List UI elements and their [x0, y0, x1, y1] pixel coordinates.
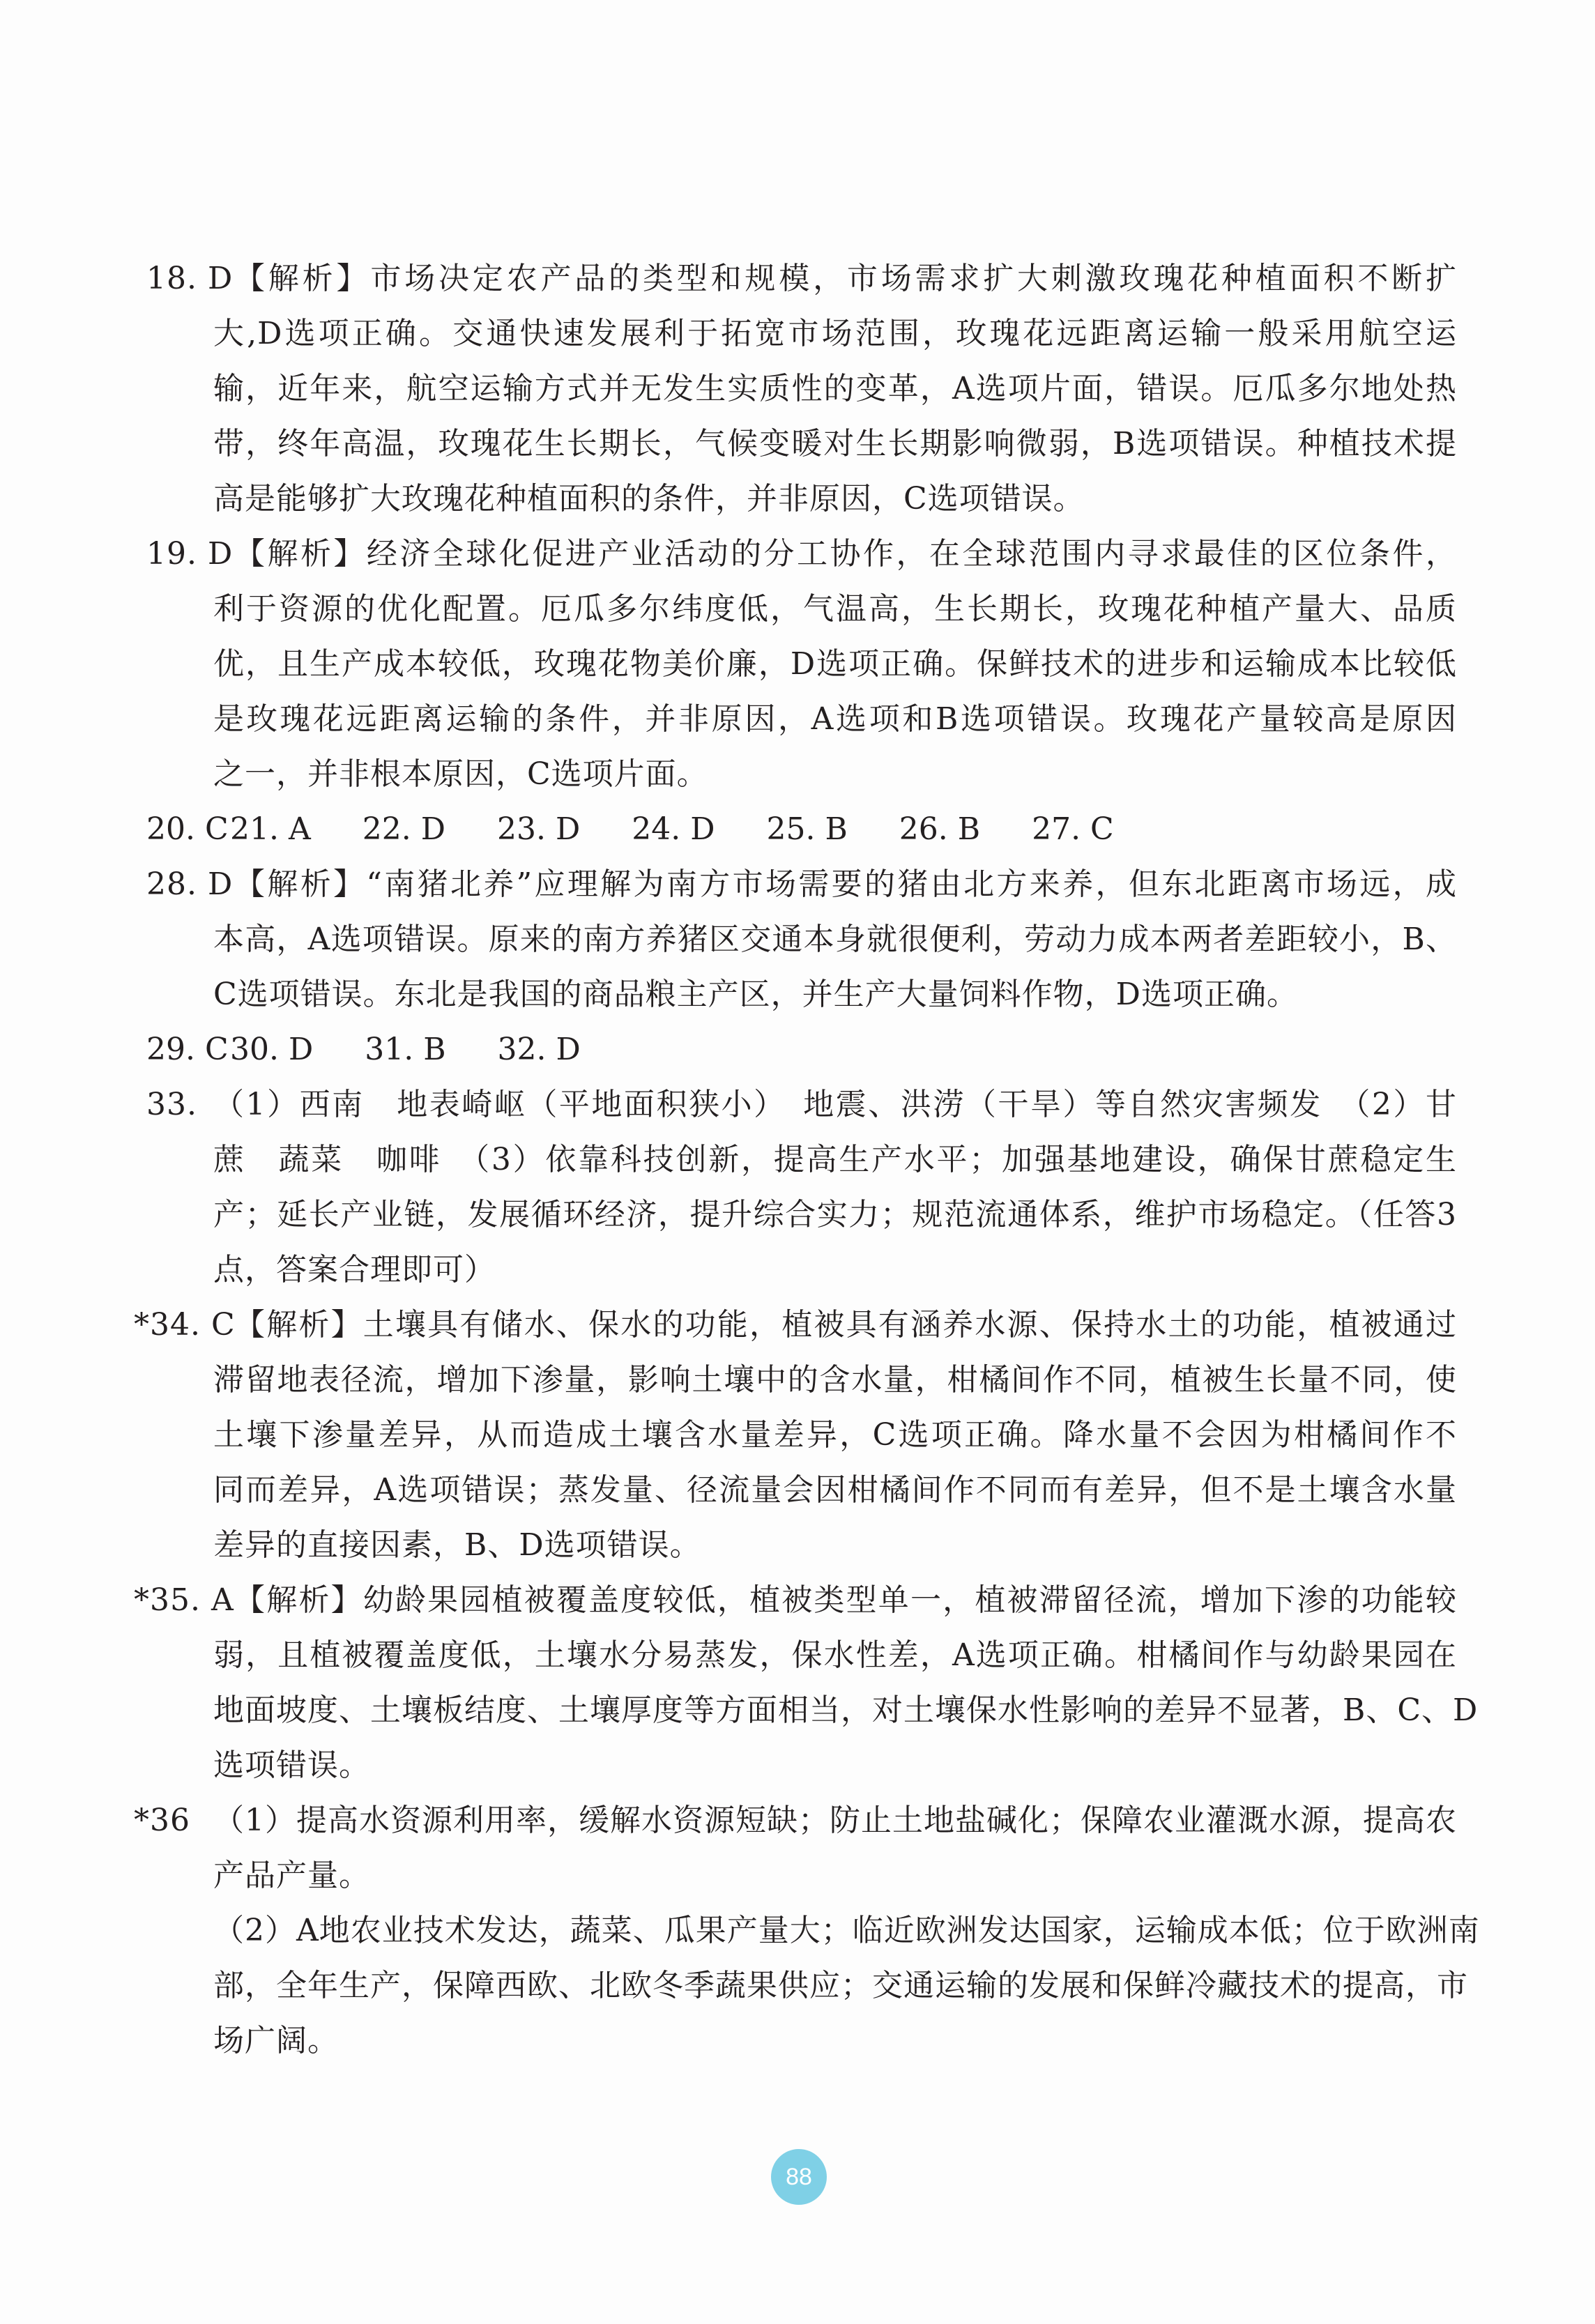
answer: 27. C — [1032, 811, 1114, 847]
text-line: 产；延长产业链，发展循环经济，提升综合实力；规范流通体系，维护市场稳定。（任答3 — [213, 1197, 1457, 1232]
answer: 32. D — [497, 1032, 581, 1067]
answers-29-32 — [146, 1022, 1457, 1077]
text-line: 输，近年来，航空运输方式并无发生实质性的变革，A选项片面，错误。厄瓜多尔地处热 — [213, 371, 1457, 406]
page-number-badge: 88 — [771, 2149, 827, 2205]
text-line: C选项错误。东北是我国的商品粮主产区，并生产大量饲料作物，D选项正确。 — [213, 977, 1298, 1012]
text-line: 本高，A选项错误。原来的南方养猪区交通本身就很便利，劳动力成本两者差距较小，B、 — [213, 922, 1457, 957]
text-line: 利于资源的优化配置。厄瓜多尔纬度低，气温高，生长期长，玫瑰花种植产量大、品质 — [213, 591, 1457, 627]
text-line: 地面坡度、土壤板结度、土壤厚度等方面相当，对土壤保水性影响的差异不显著，B、C、D — [213, 1692, 1479, 1728]
answer-content — [134, 251, 1480, 2068]
text-line: 【解析】市场决定农产品的类型和规模，市场需求扩大刺激玫瑰花种植面积不断扩 — [234, 261, 1457, 296]
item-number: *36 — [134, 1803, 190, 1838]
text-line: 点，答案合理即可） — [213, 1252, 496, 1287]
item-explanation — [213, 1077, 1457, 1297]
text-line: 大,D选项正确。交通快速发展利于拓宽市场范围，玫瑰花远距离运输一般采用航空运 — [213, 316, 1457, 351]
item-explanation — [213, 251, 1457, 526]
text-line: 差异的直接因素，B、D选项错误。 — [213, 1527, 701, 1563]
item-number: 28. D — [146, 866, 234, 902]
text-line: 【解析】“南猪北养”应理解为南方市场需要的猪由北方来养，但东北距离市场远，成 — [234, 866, 1457, 902]
answer: 26. B — [899, 811, 981, 847]
text-line: 滞留地表径流，增加下渗量，影响土壤中的含水量，柑橘间作不同，植被生长量不同，使 — [213, 1362, 1457, 1398]
text-line: 【解析】土壤具有储水、保水的功能，植被具有涵养水源、保持水土的功能，植被通过 — [234, 1307, 1457, 1343]
answer: 22. D — [362, 811, 445, 847]
text-line: （1）西南 地表崎岖（平地面积狭小） 地震、洪涝（干旱）等自然灾害频发 （2）甘 — [213, 1087, 1457, 1122]
text-line: 部，全年生产，保障西欧、北欧冬季蔬果供应；交通运输的发展和保鲜冷藏技术的提高，市 — [213, 1968, 1468, 2003]
text-line: 蔗 蔬菜 咖啡 （3）依靠科技创新，提高生产水平；加强基地建设，确保甘蔗稳定生 — [213, 1142, 1457, 1177]
text-line: 场广阔。 — [213, 2023, 339, 2058]
text-line: 选项错误。 — [213, 1748, 370, 1783]
item-explanation — [213, 1297, 1457, 1573]
answer: 30. D — [230, 1032, 314, 1067]
text-line: 同而差异，A选项错误；蒸发量、径流量会因柑橘间作不同而有差异，但不是土壤含水量 — [213, 1472, 1457, 1508]
text-line: 土壤下渗量差异，从而造成土壤含水量差异，C选项正确。降水量不会因为柑橘间作不 — [213, 1417, 1457, 1453]
item-explanation — [213, 1793, 1480, 2068]
answers-20-27 — [146, 802, 1457, 857]
answer: 29. C — [146, 1032, 229, 1067]
answer-item-36 — [134, 1793, 1480, 2068]
item-number: 18. D — [146, 261, 234, 296]
text-line: （1）提高水资源利用率，缓解水资源短缺；防止土地盐碱化；保障农业灌溉水源，提高农 — [213, 1803, 1457, 1838]
answer: 23. D — [497, 811, 581, 847]
item-explanation — [213, 857, 1457, 1022]
text-line: 【解析】幼龄果园植被覆盖度较低，植被类型单一，植被滞留径流，增加下渗的功能较 — [234, 1582, 1457, 1618]
item-number: 19. D — [146, 536, 234, 572]
text-line: 是玫瑰花远距离运输的条件，并非原因，A选项和B选项错误。玫瑰花产量较高是原因 — [213, 701, 1457, 737]
item-number: *34. C — [134, 1307, 236, 1343]
answer-item-19 — [146, 526, 1457, 802]
item-number: 33. — [146, 1087, 197, 1122]
text-line: 之一，并非根本原因，C选项片面。 — [213, 756, 708, 792]
answer-item-35 — [134, 1573, 1479, 1793]
item-explanation — [213, 1573, 1479, 1793]
text-line: 高是能够扩大玫瑰花种植面积的条件，并非原因，C选项错误。 — [213, 481, 1085, 517]
answer-item-18 — [146, 251, 1457, 526]
answer: 25. B — [766, 811, 848, 847]
text-line: 【解析】经济全球化促进产业活动的分工协作，在全球范围内寻求最佳的区位条件， — [234, 536, 1457, 572]
answer: 20. C — [146, 811, 229, 847]
answer-item-28 — [146, 857, 1457, 1022]
text-line: 产品产量。 — [213, 1858, 370, 1893]
answer-item-34 — [134, 1297, 1457, 1573]
item-explanation — [213, 526, 1457, 802]
text-line: 弱，且植被覆盖度低，土壤水分易蒸发，保水性差，A选项正确。柑橘间作与幼龄果园在 — [213, 1637, 1457, 1673]
answer: 21. A — [230, 811, 311, 847]
answer: 24. D — [632, 811, 715, 847]
answer-item-33 — [146, 1077, 1457, 1297]
item-number: *35. A — [134, 1582, 234, 1618]
text-line: 带，终年高温，玫瑰花生长期长，气候变暖对生长期影响微弱，B选项错误。种植技术提 — [213, 426, 1457, 461]
answer: 31. B — [365, 1032, 446, 1067]
text-line: （2）A地农业技术发达，蔬菜、瓜果产量大；临近欧洲发达国家，运输成本低；位于欧洲南 — [213, 1913, 1480, 1948]
text-line: 优，且生产成本较低，玫瑰花物美价廉，D选项正确。保鲜技术的进步和运输成本比较低 — [213, 646, 1457, 682]
